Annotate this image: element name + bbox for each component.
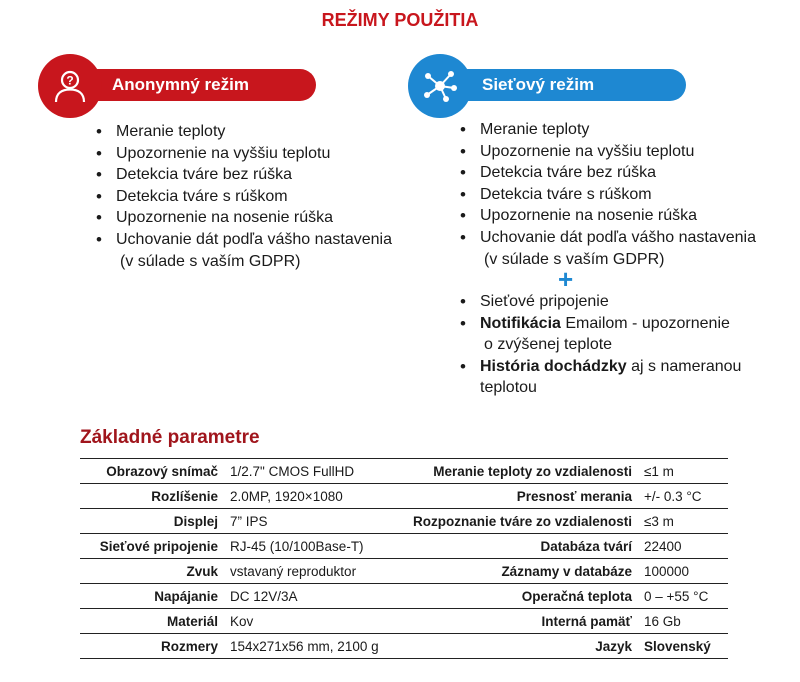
table-row <box>80 584 728 609</box>
param-key: Rozpoznanie tváre zo vzdialenosti <box>406 509 638 534</box>
network-nodes-icon <box>422 68 458 104</box>
param-value: 22400 <box>638 534 728 559</box>
table-row <box>80 609 728 634</box>
param-key: Napájanie <box>80 584 224 609</box>
network-extra-list <box>456 291 776 399</box>
list-item: • Uchovanie dát podľa vášho nastavenia <box>92 229 422 251</box>
list-item-continuation <box>92 251 422 273</box>
param-key: Presnosť merania <box>406 484 638 509</box>
param-key: Jazyk <box>406 634 638 659</box>
param-value: Slovenský <box>638 634 728 659</box>
param-value: RJ-45 (10/100Base-T) <box>224 534 406 559</box>
param-key: Zvuk <box>80 559 224 584</box>
param-value: 1/2.7" CMOS FullHD <box>224 459 406 484</box>
anonymous-feature-list <box>92 121 422 272</box>
table-row <box>80 634 728 659</box>
list-item: • Detekcia tváre bez rúška <box>456 162 776 184</box>
page-title <box>0 10 800 31</box>
param-value: 16 Gb <box>638 609 728 634</box>
list-item <box>456 313 776 335</box>
param-key: Materiál <box>80 609 224 634</box>
param-key: Rozlíšenie <box>80 484 224 509</box>
plus-sign: + <box>558 264 574 294</box>
table-row <box>80 459 728 484</box>
notification-text-2: o zvýšenej teplote <box>484 336 613 354</box>
list-item: • Uchovanie dát podľa vášho nastavenia <box>456 227 776 249</box>
list-item: • Upozornenie na vyššiu teplotu <box>456 141 776 163</box>
list-item-continuation <box>456 377 776 399</box>
network-feature-list <box>456 119 776 270</box>
param-key: Záznamy v databáze <box>406 559 638 584</box>
list-item: • Detekcia tváre bez rúška <box>92 164 422 186</box>
param-key: Interná pamäť <box>406 609 638 634</box>
list-item <box>456 356 776 378</box>
params-table <box>80 458 728 659</box>
list-item-continuation <box>456 334 776 356</box>
mode-anonymous-circle <box>38 54 102 118</box>
list-item: • Detekcia tváre s rúškom <box>92 186 422 208</box>
person-question-icon <box>52 68 88 104</box>
param-key: Operačná teplota <box>406 584 638 609</box>
page-title-text: REŽIMY POUŽITIA <box>321 10 479 30</box>
param-key: Rozmery <box>80 634 224 659</box>
param-key: Obrazový snímač <box>80 459 224 484</box>
mode-network-circle <box>408 54 472 118</box>
list-item: • Upozornenie na nosenie rúška <box>92 207 422 229</box>
param-key: Displej <box>80 509 224 534</box>
history-text-2: teplotou <box>480 379 537 397</box>
notification-label: Notifikácia <box>480 314 561 332</box>
param-value: +/- 0.3 °C <box>638 484 728 509</box>
params-title: Základné parametre <box>80 427 260 448</box>
param-value: ≤1 m <box>638 459 728 484</box>
history-label: História dochádzky <box>480 357 627 375</box>
param-value: 100000 <box>638 559 728 584</box>
param-value: 0 – +55 °C <box>638 584 728 609</box>
param-key: Databáza tvárí <box>406 534 638 559</box>
param-value: 154x271x56 mm, 2100 g <box>224 634 406 659</box>
table-row <box>80 559 728 584</box>
svg-text:?: ? <box>66 73 74 88</box>
table-row <box>80 484 728 509</box>
list-item: • Detekcia tváre s rúškom <box>456 184 776 206</box>
list-item: • Upozornenie na nosenie rúška <box>456 205 776 227</box>
list-item: • Meranie teploty <box>92 121 422 143</box>
param-value: vstavaný reproduktor <box>224 559 406 584</box>
list-item: • Upozornenie na vyššiu teplotu <box>92 143 422 165</box>
param-key: Meranie teploty zo vzdialenosti <box>406 459 638 484</box>
mode-anonymous-label: Anonymný režim <box>78 69 316 101</box>
history-text: aj s nameranou <box>626 357 742 375</box>
list-item-continuation <box>456 249 776 271</box>
param-value: ≤3 m <box>638 509 728 534</box>
table-row <box>80 534 728 559</box>
param-value: Kov <box>224 609 406 634</box>
param-value: 2.0MP, 1920×1080 <box>224 484 406 509</box>
param-value: 7” IPS <box>224 509 406 534</box>
list-item-text: (v súlade s vaším GDPR) <box>120 252 301 270</box>
notification-text: Emailom - upozornenie <box>560 314 730 332</box>
param-value: DC 12V/3A <box>224 584 406 609</box>
list-item: • Meranie teploty <box>456 119 776 141</box>
mode-network-label: Sieťový režim <box>448 69 686 101</box>
list-item: • Sieťové pripojenie <box>456 291 776 313</box>
table-row <box>80 509 728 534</box>
param-key: Sieťové pripojenie <box>80 534 224 559</box>
list-item-text: (v súlade s vaším GDPR) <box>484 250 665 268</box>
